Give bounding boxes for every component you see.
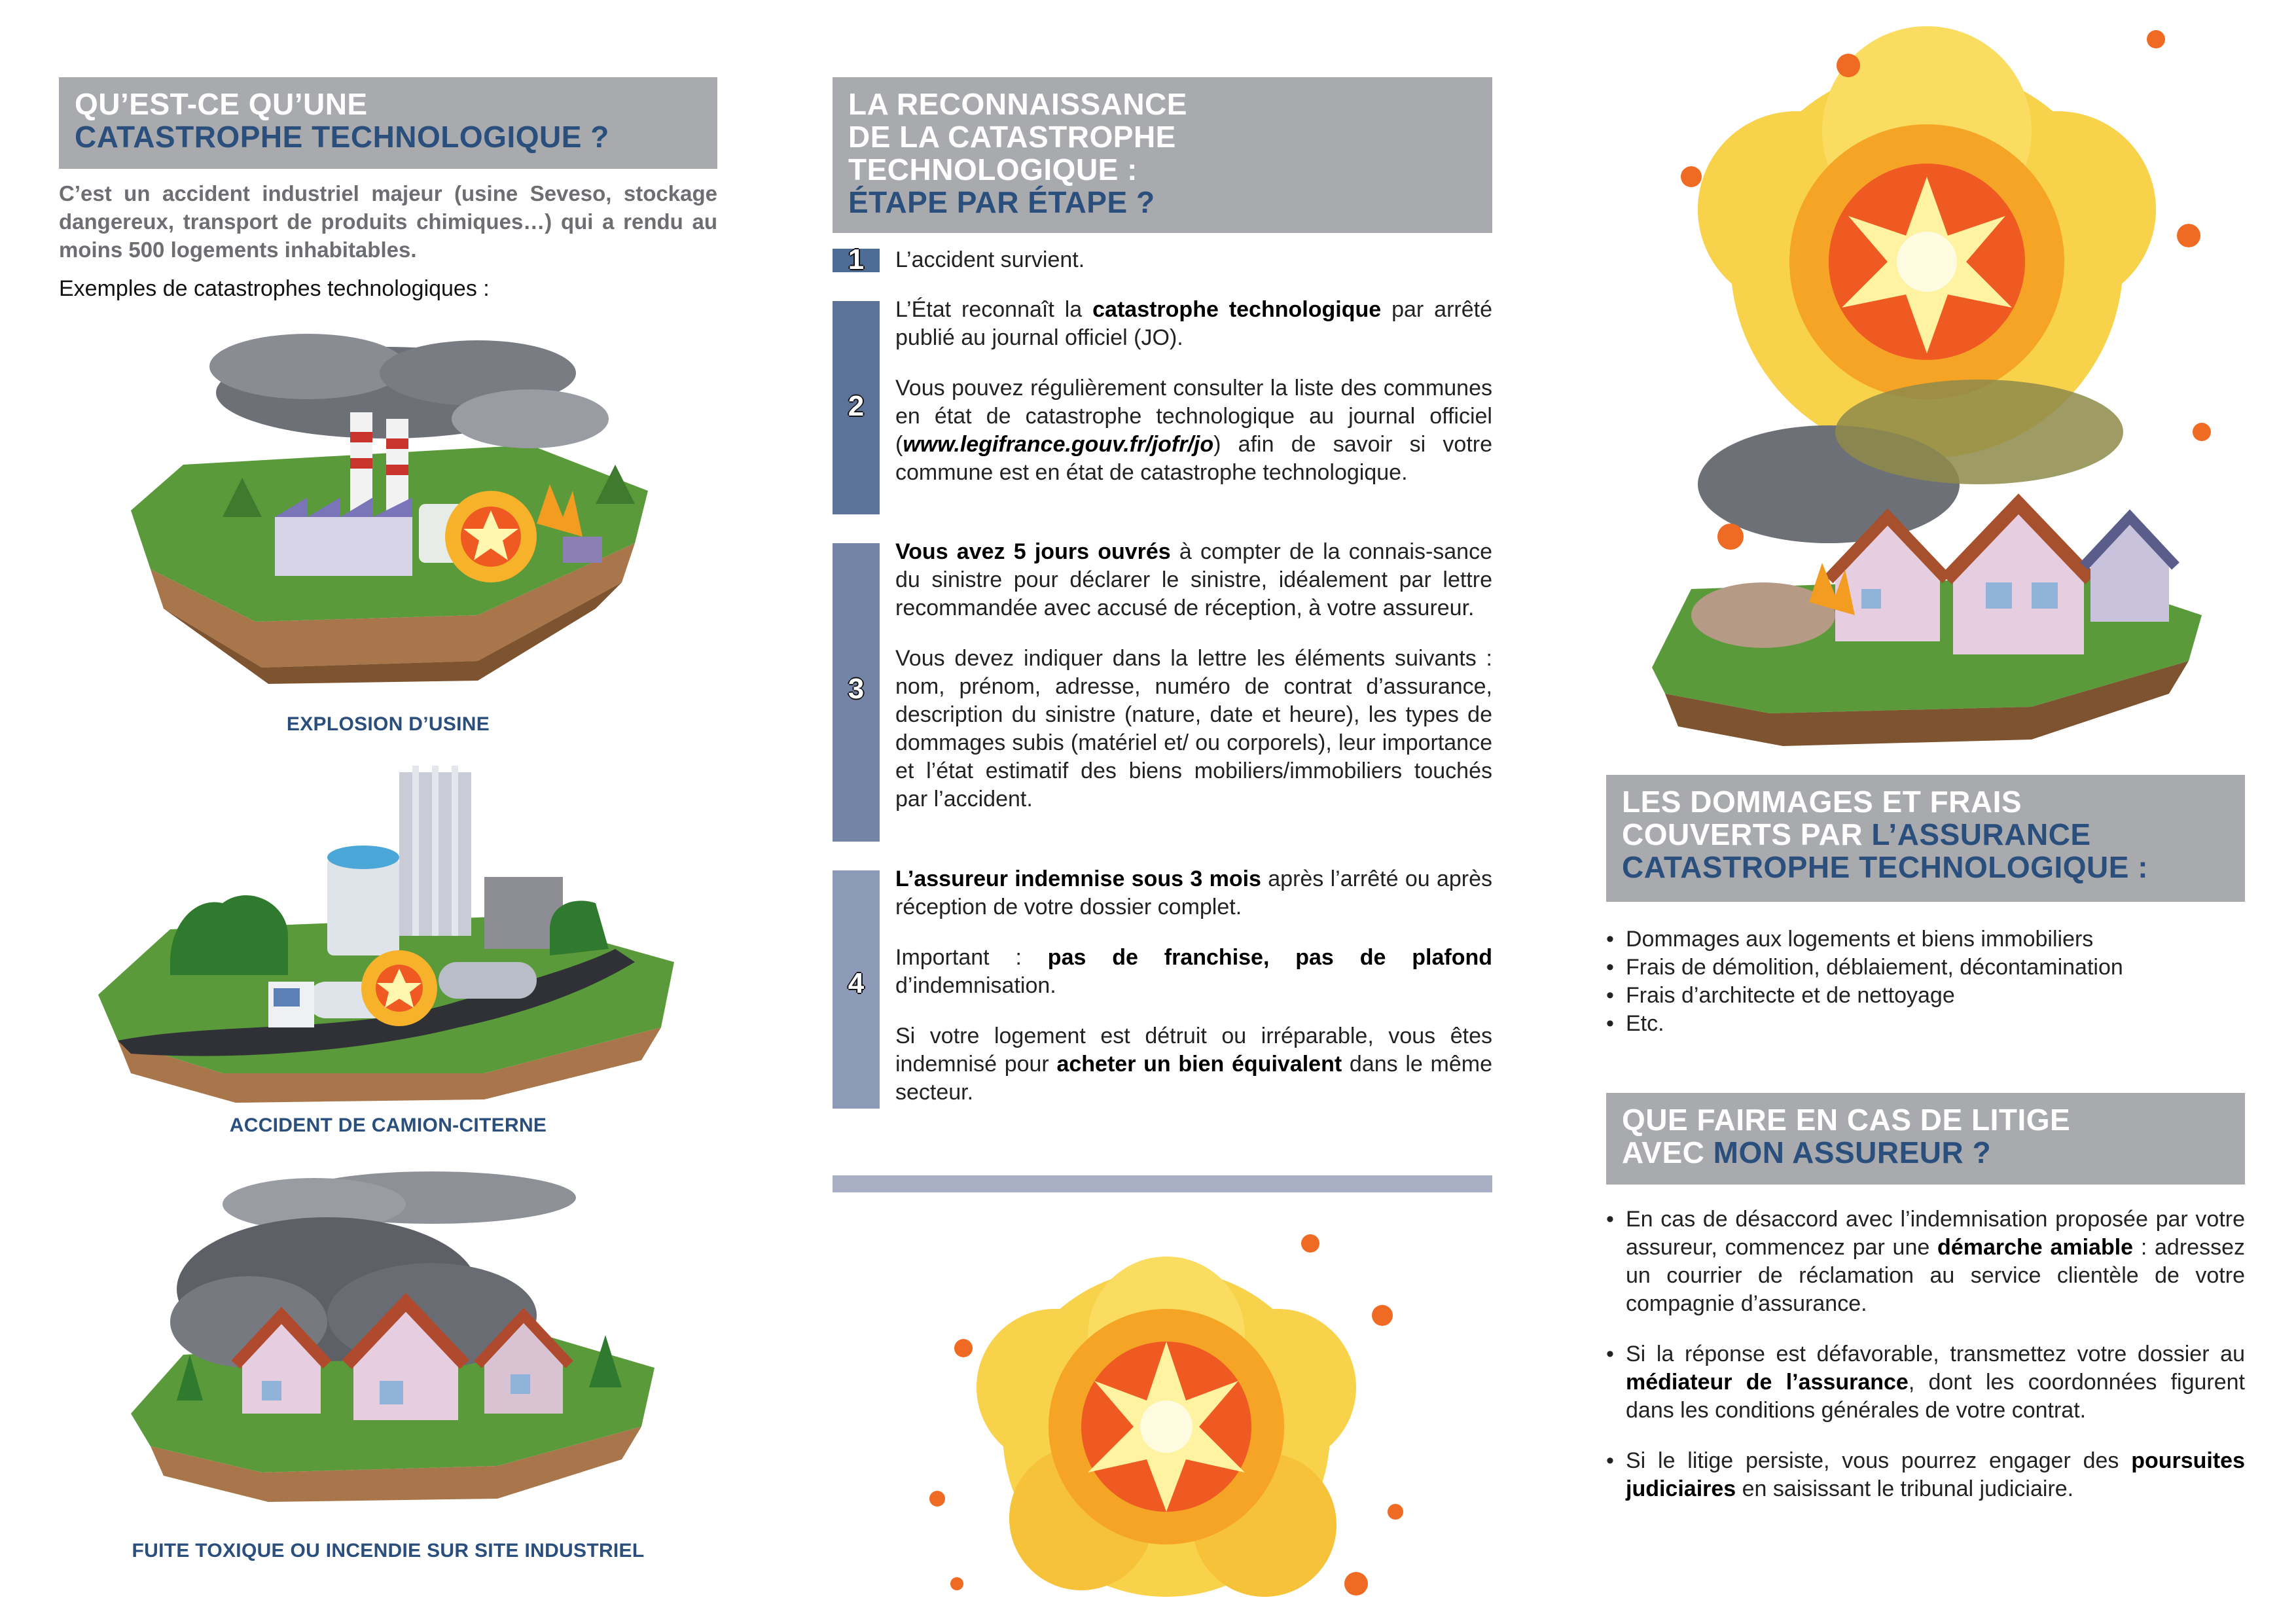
steps-title-line3: TECHNOLOGIQUE : bbox=[848, 152, 1138, 187]
factory-explosion-illustration bbox=[111, 321, 674, 687]
definition-title-box bbox=[59, 77, 717, 169]
coverage-item: • Frais de démolition, déblaiement, décontamination bbox=[1606, 954, 2245, 982]
step-4-paragraph-2: Important : pas de franchise, pas de plafond d’indemnisation. bbox=[895, 945, 1492, 998]
definition-intro: C’est un accident industriel majeur (usine Seveso, stockage dangereux, transport de produits chimiques…) qui a rendu au moins 500 logements inhabitables. bbox=[59, 181, 717, 262]
step-2-number: 2 bbox=[848, 390, 865, 422]
dispute-item-mediator: • Si la réponse est défavorable, transmettez votre dossier au médiateur de l’assurance, dont les coordonnées figurent dans les conditions générales de votre contrat. bbox=[1606, 1340, 2245, 1425]
definition-title-line2: CATASTROPHE TECHNOLOGIQUE ? bbox=[75, 120, 609, 154]
caption-factory-explosion: EXPLOSION D’USINE bbox=[286, 713, 490, 735]
coverage-title-box bbox=[1606, 775, 2245, 902]
steps-title-line1: LA RECONNAISSANCE bbox=[848, 87, 1187, 121]
explosion-illustration bbox=[859, 1217, 1474, 1623]
steps-title-line4: ÉTAPE PAR ÉTAPE ? bbox=[848, 185, 1155, 219]
step-3-paragraph-1: Vous avez 5 jours ouvrés à compter de la connais-sance du sinistre pour déclarer le sinistre, idéalement par lettre recommandée avec accusé de réception, à votre assureur. bbox=[895, 539, 1492, 620]
coverage-item: • Etc. bbox=[1606, 1010, 2245, 1038]
dispute-title-box bbox=[1606, 1093, 2245, 1185]
step-3-paragraph-2: Vous devez indiquer dans la lettre les éléments suivants : nom, prénom, adresse, numéro de contrat d’assurance, description du sinistre (nature, date et heure), les types de dommages subis (matériel et/ ou corporels), leur importance et l’état estimatif des biens mobiliers/immobiliers touchés par l’accident. bbox=[895, 646, 1492, 812]
step-4-paragraph-1: L’assureur indemnise sous 3 mois après l’arrêté ou après réception de votre dossier complet. bbox=[895, 866, 1492, 919]
step-3-number: 3 bbox=[848, 673, 865, 705]
coverage-title-line3: CATASTROPHE TECHNOLOGIQUE : bbox=[1622, 850, 2149, 884]
step-4-text bbox=[895, 865, 1492, 1107]
dispute-item-amicable: • En cas de désaccord avec l’indemnisation proposée par votre assureur, commencez par une démarche amiable : adressez un courrier de réclamation au service clientèle de votre compagnie d’assurance. bbox=[1606, 1205, 2245, 1318]
step-2-text bbox=[895, 296, 1492, 487]
coverage-title-line1: LES DOMMAGES ET FRAIS bbox=[1622, 785, 2022, 819]
step-1-number: 1 bbox=[848, 243, 865, 276]
definition-title-line1: QU’EST-CE QU’UNE bbox=[75, 87, 368, 121]
tanker-accident-illustration bbox=[92, 766, 694, 1106]
step-4-paragraph-3: Si votre logement est détruit ou irréparable, vous êtes indemnisé pour acheter un bien équivalent dans le même secteur. bbox=[895, 1024, 1492, 1105]
dispute-title-line1: QUE FAIRE EN CAS DE LITIGE bbox=[1622, 1103, 2071, 1137]
toxic-leak-illustration bbox=[118, 1165, 681, 1505]
caption-tanker-accident: ACCIDENT DE CAMION-CITERNE bbox=[229, 1115, 547, 1136]
coverage-item: • Dommages aux logements et biens immobiliers bbox=[1606, 925, 2245, 954]
step-2-paragraph-2: Vous pouvez régulièrement consulter la liste des communes en état de catastrophe technologique au journal officiel (www.legifrance.gouv.fr/jofr/jo) afin de savoir si votre commune est en état de catastrophe technologique. bbox=[895, 376, 1492, 485]
dispute-title-line2: AVEC MON ASSUREUR ? bbox=[1622, 1135, 1992, 1169]
steps-title-line2: DE LA CATASTROPHE bbox=[848, 120, 1176, 154]
steps-title-box bbox=[833, 77, 1492, 233]
dispute-list bbox=[1606, 1205, 2245, 1525]
step-4-number: 4 bbox=[848, 967, 865, 999]
examples-label: Exemples de catastrophes technologiques : bbox=[59, 276, 490, 301]
step-3-text bbox=[895, 538, 1492, 813]
coverage-title-line2: COUVERTS PAR L’ASSURANCE bbox=[1622, 817, 2091, 851]
dispute-item-judicial: • Si le litige persiste, vous pourrez engager des poursuites judiciaires en saisissant le tribunal judiciaire. bbox=[1606, 1447, 2245, 1503]
caption-toxic-leak: FUITE TOXIQUE OU INCENDIE SUR SITE INDUSTRIEL bbox=[132, 1540, 645, 1561]
step-1-text: L’accident survient. bbox=[895, 247, 1085, 272]
coverage-item: • Frais d’architecte et de nettoyage bbox=[1606, 982, 2245, 1010]
legifrance-link[interactable]: www.legifrance.gouv.fr/jofr/jo bbox=[903, 432, 1214, 457]
coverage-list bbox=[1606, 925, 2245, 1038]
burning-houses-illustration bbox=[1613, 13, 2241, 753]
section-divider bbox=[833, 1175, 1492, 1192]
step-2-paragraph-1: L’État reconnaît la catastrophe technologique par arrêté publié au journal officiel (JO). bbox=[895, 297, 1492, 350]
